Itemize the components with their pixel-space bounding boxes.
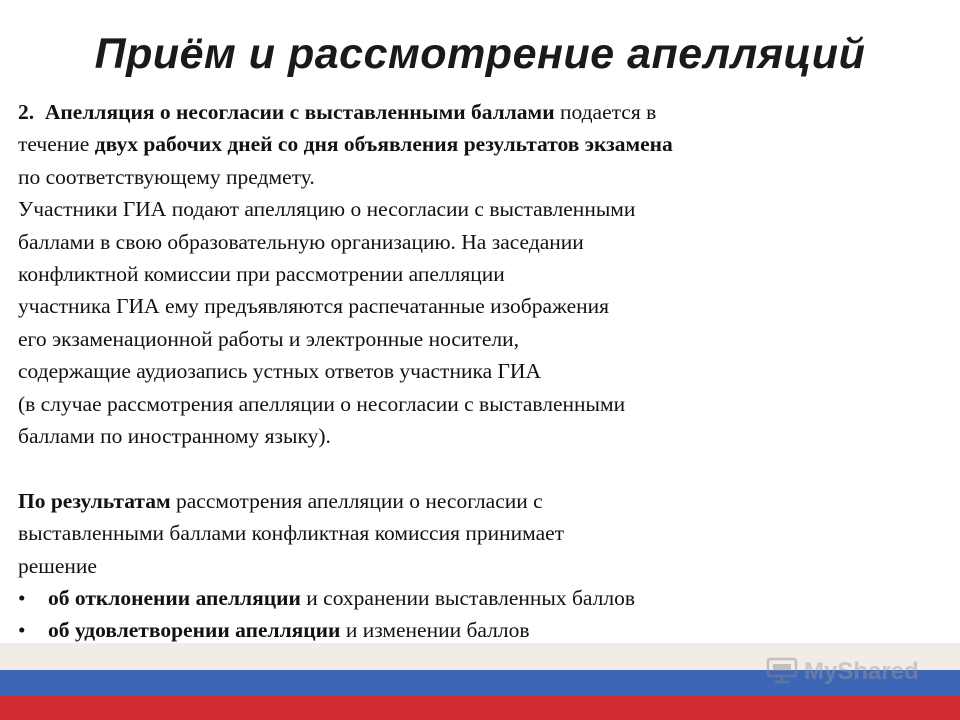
para2-line: содержащие аудиозапись устных ответов участника ГИА <box>18 359 541 384</box>
bullet-marker: • <box>18 586 26 611</box>
para1-line2-start: течение <box>18 132 95 157</box>
bullet-rest: и изменении баллов <box>340 618 530 643</box>
watermark <box>766 657 919 687</box>
bullet-item-reject <box>18 582 918 614</box>
para2-line: конфликтной комиссии при рассмотрении апелляции <box>18 262 505 287</box>
paragraph-spacer <box>18 452 918 484</box>
para2-line: баллами в свою образовательную организацию. На заседании <box>18 229 584 254</box>
para2-line: Участники ГИА подают апелляцию о несогласии с выставленными <box>18 197 636 222</box>
bullet-bold: об удовлетворении апелляции <box>48 618 341 643</box>
slide-title: Приём и рассмотрение апелляций <box>94 30 866 78</box>
para3-line3: решение <box>18 553 97 578</box>
para1-number: 2. <box>18 100 35 124</box>
para2-line: его экзаменационной работы и электронные носители, <box>18 326 519 351</box>
watermark-text: MyShared <box>804 658 919 685</box>
para1-line2 <box>18 128 918 160</box>
para2-line: участника ГИА ему предъявляются распечатанные изображения <box>18 294 610 319</box>
para2-line: (в случае рассмотрения апелляции о несогласии с выставленными <box>18 391 626 416</box>
slide-body <box>18 96 918 647</box>
para3-line1 <box>18 485 918 517</box>
bullet-marker: • <box>18 618 26 643</box>
para1-deadline: двух рабочих дней со дня объявления результатов экзамена <box>94 132 673 157</box>
para2-line: баллами по иностранному языку). <box>18 424 331 449</box>
para3-line1-rest: рассмотрения апелляции о несогласии с <box>170 488 543 513</box>
para1-line1 <box>18 96 918 128</box>
para1-line1-rest: подается в <box>554 100 657 124</box>
bullet-bold: об отклонении апелляции <box>48 586 301 611</box>
para3-line2: выставленными баллами конфликтная комиссия принимает <box>18 521 565 546</box>
para1-line3: по соответствующему предмету. <box>18 164 315 189</box>
bullet-rest: и сохранении выставленных баллов <box>300 586 635 611</box>
flag-stripe-red <box>0 696 960 720</box>
para1-bold-heading: Апелляция о несогласии с выставленными баллами <box>44 100 555 124</box>
para3-bold: По результатам <box>18 488 171 513</box>
presentation-icon <box>766 656 798 689</box>
